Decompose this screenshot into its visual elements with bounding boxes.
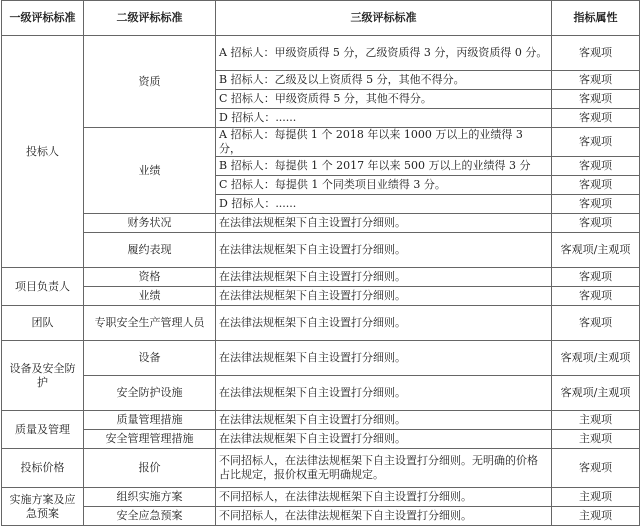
level2-cell: 履约表现 bbox=[84, 233, 216, 268]
header-attribute: 指标属性 bbox=[552, 1, 640, 36]
attribute-cell: 客观项 bbox=[552, 128, 640, 157]
attribute-cell: 客观项/主观项 bbox=[552, 233, 640, 268]
table-row bbox=[2, 341, 640, 376]
attribute-cell: 客观项 bbox=[552, 195, 640, 214]
level3-cell: 在法律法规框架下自主设置打分细则。 bbox=[216, 214, 552, 233]
table-row bbox=[2, 268, 640, 287]
level2-cell: 业绩 bbox=[84, 128, 216, 214]
table-row bbox=[2, 214, 640, 233]
evaluation-criteria-table bbox=[1, 0, 640, 526]
level2-cell: 资格 bbox=[84, 268, 216, 287]
table-row bbox=[2, 287, 640, 306]
table-row bbox=[2, 488, 640, 507]
attribute-cell: 客观项 bbox=[552, 90, 640, 109]
level2-cell: 业绩 bbox=[84, 287, 216, 306]
level3-cell: A 招标人：每提供 1 个 2018 年以来 1000 万以上的业绩得 3 分， bbox=[216, 128, 552, 157]
table-row bbox=[2, 449, 640, 488]
table-row bbox=[2, 306, 640, 341]
attribute-cell: 客观项 bbox=[552, 306, 640, 341]
level3-cell: 在法律法规框架下自主设置打分细则。 bbox=[216, 430, 552, 449]
level2-cell: 质量管理措施 bbox=[84, 411, 216, 430]
level2-cell: 安全管理管理措施 bbox=[84, 430, 216, 449]
level2-cell: 资质 bbox=[84, 36, 216, 128]
level3-cell: A 招标人：甲级资质得 5 分，乙级资质得 3 分，丙级资质得 0 分。 bbox=[216, 36, 552, 71]
level2-cell: 财务状况 bbox=[84, 214, 216, 233]
table-row bbox=[2, 507, 640, 526]
level3-cell: 不同招标人，在法律法规框架下自主设置打分细则。无明确的价格占比规定，报价权重无明确规定。 bbox=[216, 449, 552, 488]
attribute-cell: 客观项 bbox=[552, 157, 640, 176]
level3-cell: 在法律法规框架下自主设置打分细则。 bbox=[216, 233, 552, 268]
level3-cell: 在法律法规框架下自主设置打分细则。 bbox=[216, 411, 552, 430]
table-row bbox=[2, 233, 640, 268]
table-row bbox=[2, 376, 640, 411]
level2-cell: 报价 bbox=[84, 449, 216, 488]
level2-cell: 安全防护设施 bbox=[84, 376, 216, 411]
level3-cell: 在法律法规框架下自主设置打分细则。 bbox=[216, 341, 552, 376]
attribute-cell: 客观项/主观项 bbox=[552, 376, 640, 411]
level2-cell: 设备 bbox=[84, 341, 216, 376]
level1-cell: 质量及管理 bbox=[2, 411, 84, 449]
attribute-cell: 客观项 bbox=[552, 287, 640, 306]
level1-cell: 项目负责人 bbox=[2, 268, 84, 306]
header-row bbox=[2, 1, 640, 36]
attribute-cell: 客观项 bbox=[552, 36, 640, 71]
level2-cell: 专职安全生产管理人员 bbox=[84, 306, 216, 341]
attribute-cell: 客观项 bbox=[552, 71, 640, 90]
level1-cell: 实施方案及应急预案 bbox=[2, 488, 84, 526]
level3-cell: D 招标人：...... bbox=[216, 195, 552, 214]
attribute-cell: 客观项 bbox=[552, 176, 640, 195]
level3-cell: 不同招标人，在法律法规框架下自主设置打分细则。 bbox=[216, 488, 552, 507]
level1-cell: 投标人 bbox=[2, 36, 84, 268]
level3-cell: 在法律法规框架下自主设置打分细则。 bbox=[216, 306, 552, 341]
table-row bbox=[2, 128, 640, 157]
attribute-cell: 客观项 bbox=[552, 214, 640, 233]
level2-cell: 组织实施方案 bbox=[84, 488, 216, 507]
table-row bbox=[2, 430, 640, 449]
attribute-cell: 主观项 bbox=[552, 430, 640, 449]
attribute-cell: 客观项 bbox=[552, 268, 640, 287]
level3-cell: 在法律法规框架下自主设置打分细则。 bbox=[216, 376, 552, 411]
table-row bbox=[2, 36, 640, 71]
attribute-cell: 客观项 bbox=[552, 449, 640, 488]
level3-cell: D 招标人：...... bbox=[216, 109, 552, 128]
level3-cell: C 招标人：每提供 1 个同类项目业绩得 3 分。 bbox=[216, 176, 552, 195]
level3-cell: B 招标人：乙级及以上资质得 5 分，其他不得分。 bbox=[216, 71, 552, 90]
level3-cell: C 招标人：甲级资质得 5 分，其他不得分。 bbox=[216, 90, 552, 109]
attribute-cell: 客观项/主观项 bbox=[552, 341, 640, 376]
level3-cell: 不同招标人，在法律法规框架下自主设置打分细则。 bbox=[216, 507, 552, 526]
level3-cell: B 招标人：每提供 1 个 2017 年以来 500 万以上的业绩得 3 分 bbox=[216, 157, 552, 176]
header-level1: 一级评标标准 bbox=[2, 1, 84, 36]
attribute-cell: 主观项 bbox=[552, 488, 640, 507]
level3-cell: 在法律法规框架下自主设置打分细则。 bbox=[216, 287, 552, 306]
attribute-cell: 主观项 bbox=[552, 411, 640, 430]
level1-cell: 团队 bbox=[2, 306, 84, 341]
level1-cell: 设备及安全防护 bbox=[2, 341, 84, 411]
level3-cell: 在法律法规框架下自主设置打分细则。 bbox=[216, 268, 552, 287]
header-level3: 三级评标标准 bbox=[216, 1, 552, 36]
header-level2: 二级评标标准 bbox=[84, 1, 216, 36]
table-row bbox=[2, 411, 640, 430]
level1-cell: 投标价格 bbox=[2, 449, 84, 488]
attribute-cell: 客观项 bbox=[552, 109, 640, 128]
level2-cell: 安全应急预案 bbox=[84, 507, 216, 526]
attribute-cell: 主观项 bbox=[552, 507, 640, 526]
